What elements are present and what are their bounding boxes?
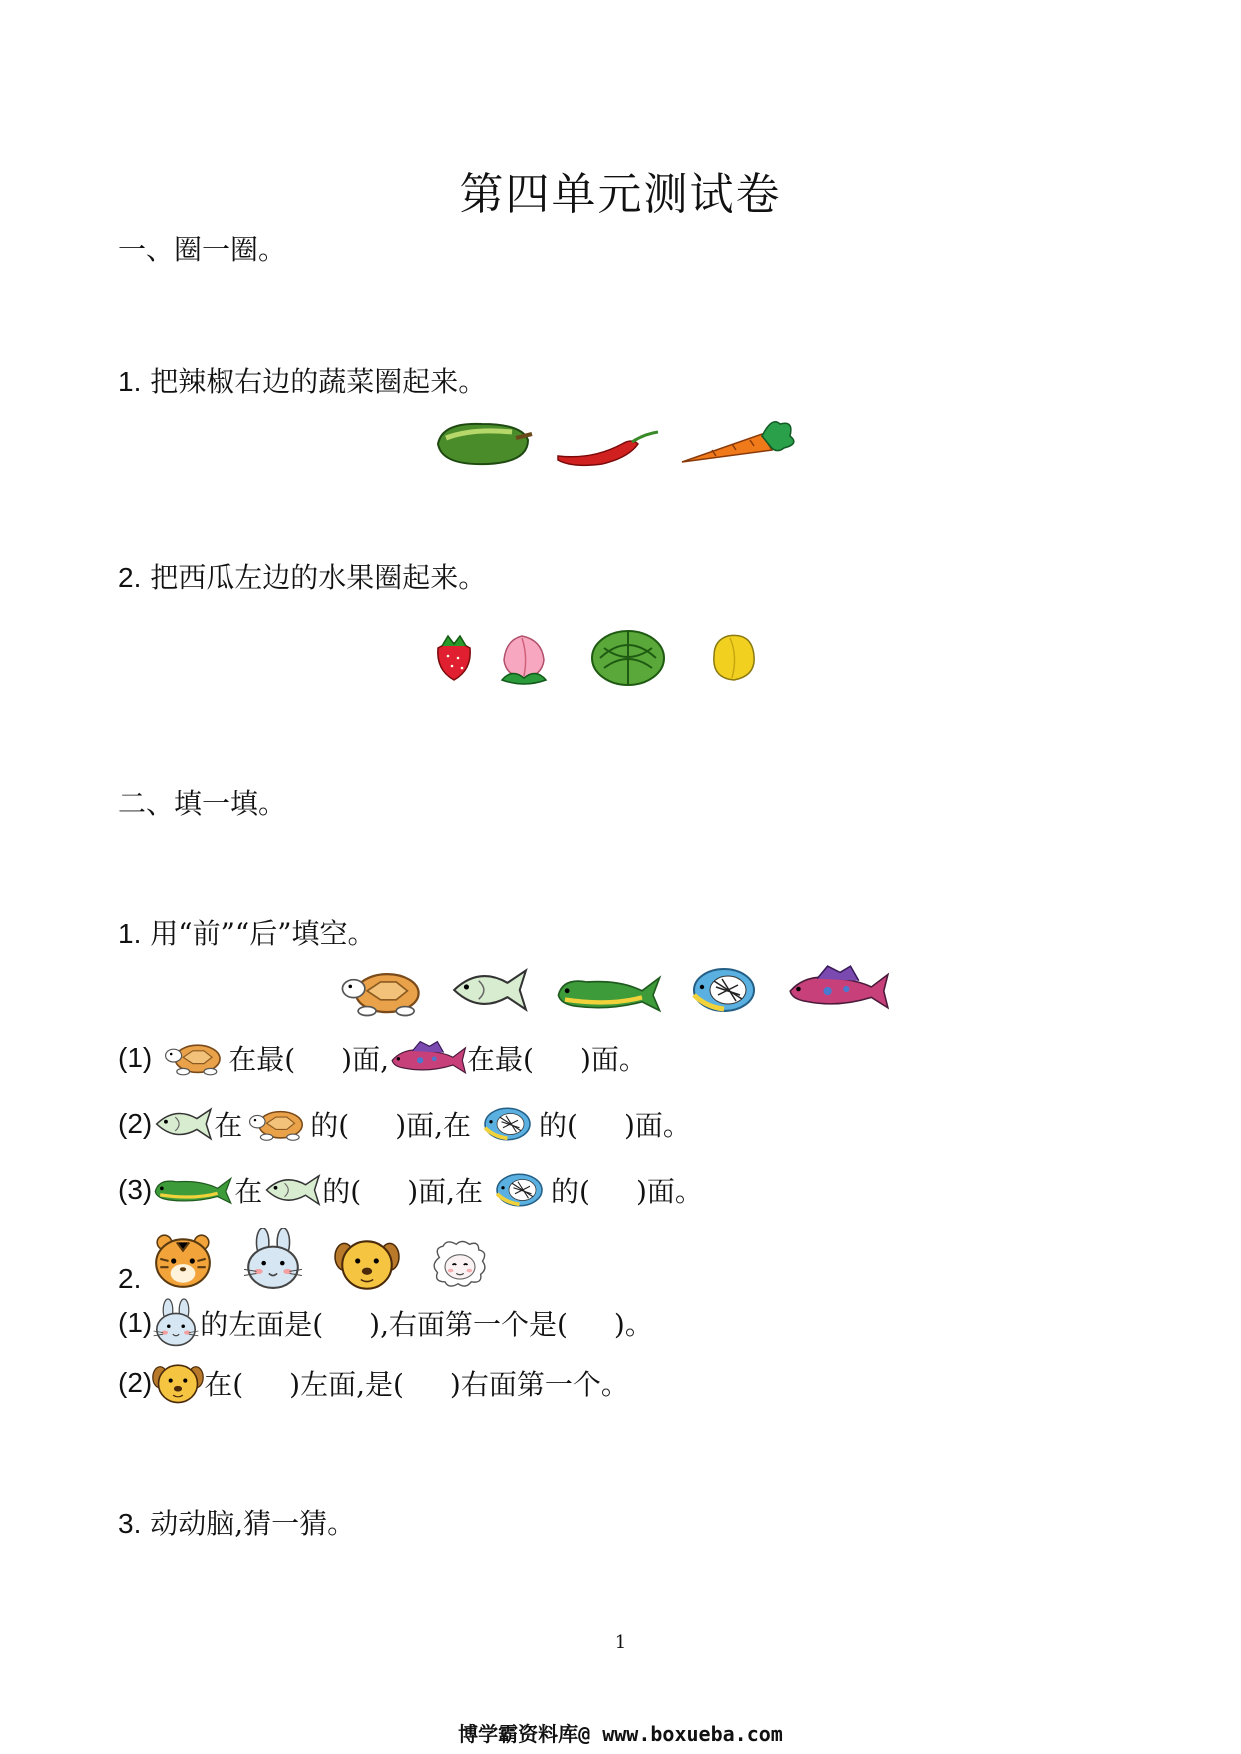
mahi-fish-icon	[152, 1172, 234, 1208]
line-3-text-2: 的(	[322, 1175, 362, 1208]
line-2-text-1: 在	[214, 1109, 243, 1142]
line-2-text-3: )面,在	[395, 1109, 472, 1142]
line-1-text-4: )面。	[579, 1043, 647, 1076]
line-2-text-4: 的(	[539, 1109, 578, 1142]
chili-icon	[558, 432, 658, 465]
pomfret-fish-icon	[262, 1170, 322, 1210]
angelfish-icon	[686, 964, 766, 1016]
turtle-icon	[340, 964, 430, 1020]
face-line-2-text-1: 在(	[204, 1368, 244, 1401]
red-fish-icon	[786, 960, 890, 1016]
fruit-row	[432, 626, 812, 688]
face-row	[150, 1228, 500, 1294]
cucumber-icon	[438, 424, 532, 464]
section2-q3	[118, 1502, 355, 1542]
footer-watermark: 博学霸资料库@ www.boxueba.com	[458, 1722, 783, 1746]
watermelon-icon	[592, 631, 664, 685]
dog-icon	[152, 1361, 204, 1405]
peach-icon	[502, 636, 546, 684]
vegetable-row	[432, 414, 812, 474]
red-fish-icon	[389, 1037, 467, 1079]
line-2-text-5: )面。	[623, 1109, 691, 1142]
fill-line-3	[118, 1164, 703, 1216]
pear-icon	[714, 635, 754, 680]
rabbit-icon	[152, 1298, 200, 1348]
section2-q3-number: 3.	[118, 1508, 142, 1539]
section2-q2-number: 2.	[118, 1263, 142, 1294]
section2-heading: 二、填一填。	[118, 787, 287, 820]
line-3-text-3: )面,在	[407, 1175, 484, 1208]
section2-q1	[118, 912, 376, 952]
section2-q1-text: 用“前”“后”填空。	[150, 917, 376, 950]
face-line-1-text-1: 的左面是(	[200, 1308, 324, 1341]
section1-q2	[118, 556, 486, 596]
section1-q2-text: 把西瓜左边的水果圈起来。	[150, 561, 487, 594]
face-line-2-label: (2)	[118, 1367, 153, 1398]
face-line-2-text-2: )左面,是(	[289, 1368, 404, 1401]
turtle-icon	[164, 1038, 228, 1078]
strawberry-icon	[438, 636, 470, 680]
sheep-icon	[430, 1238, 490, 1290]
animal-row	[340, 960, 900, 1022]
rabbit-icon	[242, 1228, 304, 1290]
line-3-text-5: )面。	[635, 1175, 703, 1208]
face-line-1-label: (1)	[118, 1307, 153, 1338]
line-1-text-1: 在最(	[228, 1043, 296, 1076]
face-line-1	[118, 1296, 653, 1350]
page-title: 第四单元测试卷	[459, 169, 782, 220]
section1-q1-number: 1.	[118, 366, 142, 397]
fill-line-1	[118, 1032, 647, 1084]
line-2-text-2: 的(	[310, 1109, 350, 1142]
line-3-text-1: 在	[234, 1175, 263, 1208]
section2-q3-text: 动动脑,猜一猜。	[150, 1507, 356, 1540]
page-number: 1	[614, 1632, 627, 1653]
angelfish-icon	[491, 1170, 551, 1210]
line-1-text-3: 在最(	[467, 1043, 534, 1076]
section1-q1-text: 把辣椒右边的蔬菜圈起来。	[150, 365, 487, 398]
tiger-icon	[152, 1232, 214, 1290]
mahi-fish-icon	[554, 970, 664, 1016]
face-line-2	[118, 1356, 629, 1410]
face-line-1-text-3: )。	[613, 1308, 653, 1341]
pomfret-fish-icon	[152, 1104, 214, 1144]
line-1-text-2: )面,	[341, 1043, 389, 1076]
line-3-label: (3)	[118, 1174, 153, 1205]
section1-q1	[118, 360, 486, 400]
fill-line-2	[118, 1098, 691, 1150]
face-line-1-text-2: ),右面第一个是(	[369, 1308, 568, 1341]
dog-icon	[334, 1236, 400, 1292]
section1-q2-number: 2.	[118, 562, 142, 593]
face-line-2-text-3: )右面第一个。	[449, 1368, 629, 1401]
line-2-label: (2)	[118, 1108, 153, 1139]
carrot-icon	[682, 422, 794, 462]
line-3-text-4: 的(	[551, 1175, 590, 1208]
line-1-label: (1)	[118, 1042, 153, 1073]
angelfish-icon	[479, 1104, 539, 1144]
section2-q1-number: 1.	[118, 918, 142, 949]
pomfret-fish-icon	[448, 964, 530, 1016]
section1-heading: 一、圈一圈。	[118, 233, 287, 266]
turtle-icon	[248, 1104, 310, 1144]
